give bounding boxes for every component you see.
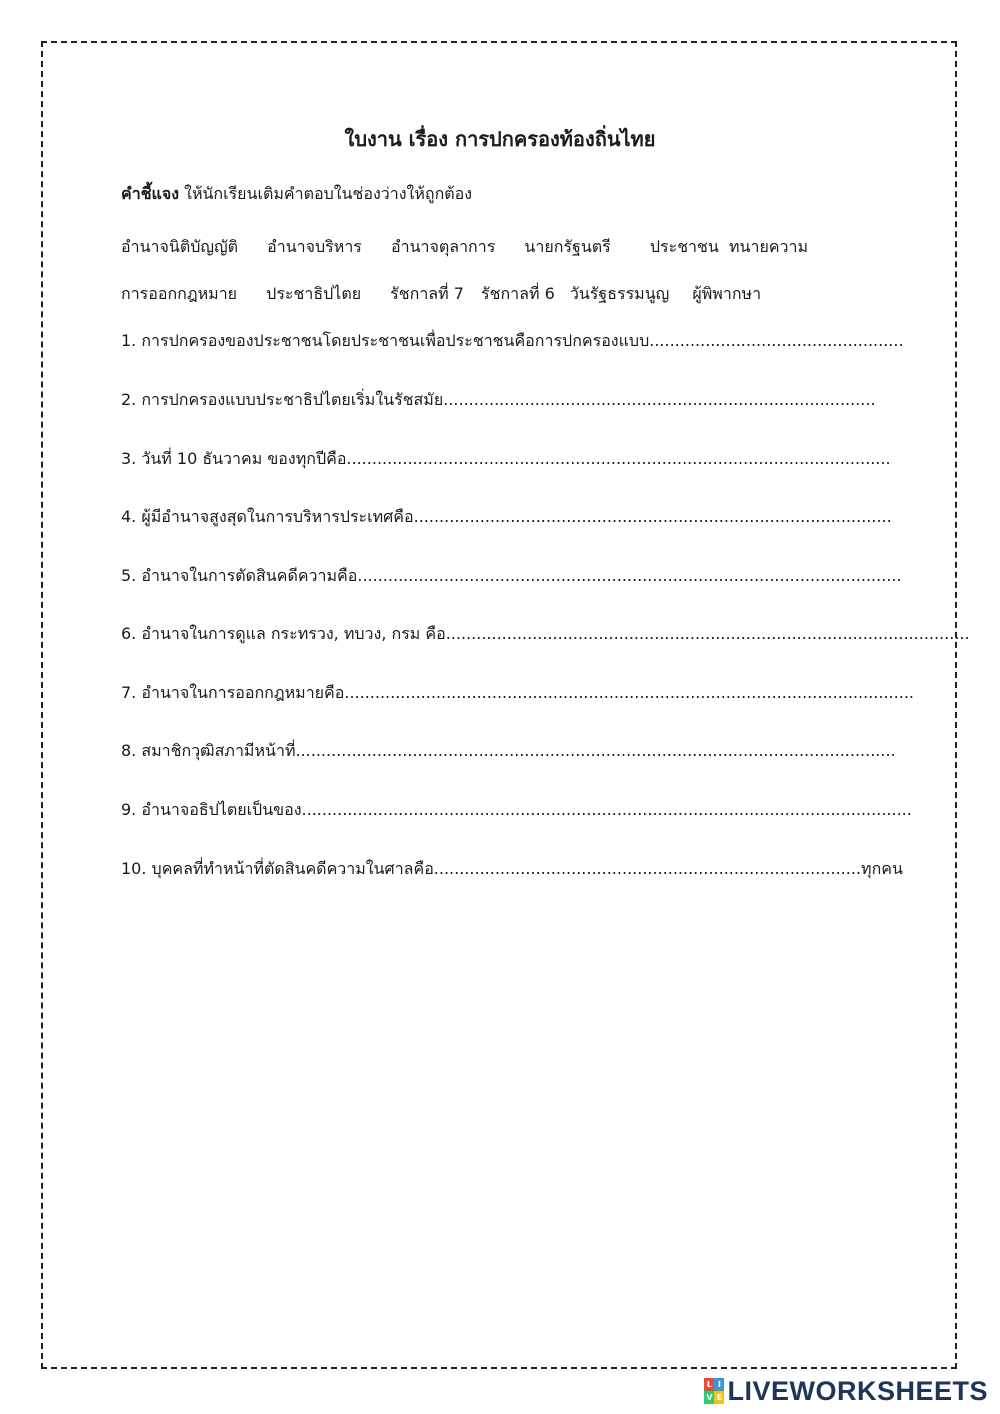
question-2: [121, 386, 891, 414]
question-text: 7. อำนาจในการออกกฎหมายคือ: [121, 683, 345, 702]
word-bank-item: วันรัฐธรรมนูญ: [569, 284, 670, 303]
question-9: [121, 796, 912, 824]
instruction: [121, 180, 472, 208]
question-suffix: ทุกคน: [861, 859, 903, 878]
word-bank-item: รัชกาลที่ 6: [481, 284, 555, 303]
answer-blank[interactable]: .....................................................................................: [443, 390, 876, 409]
brand-name: LIVEWORKSHEETS: [727, 1375, 988, 1406]
question-text: 8. สมาชิกวุฒิสภามีหน้าที่: [121, 741, 296, 760]
logo-letter: E: [714, 1391, 724, 1404]
answer-blank[interactable]: ...........................................................................................................: [346, 449, 891, 468]
answer-blank[interactable]: ......................................................................................................................: [295, 741, 896, 760]
answer-blank[interactable]: .......................................................................................................: [445, 624, 970, 643]
answer-blank[interactable]: ..............................................................................................: [413, 507, 892, 526]
instruction-text: ให้นักเรียนเติมคำตอบในช่องว่างให้ถูกต้อง: [179, 184, 473, 203]
question-text: 1. การปกครองของประชาชนโดยประชาชนเพื่อประชาชนคือการปกครองแบบ: [121, 331, 650, 350]
question-8: [121, 737, 896, 765]
logo-letter: I: [714, 1378, 724, 1391]
word-bank-item: อำนาจตุลาการ: [390, 237, 496, 256]
word-bank-item: ประชาธิปไตย: [266, 284, 362, 303]
question-5: [121, 562, 902, 590]
word-bank-item: อำนาจบริหาร: [267, 237, 362, 256]
question-text: 4. ผู้มีอำนาจสูงสุดในการบริหารประเทศคือ: [121, 507, 414, 526]
question-10: [121, 855, 903, 883]
answer-blank[interactable]: ..................................................: [649, 331, 904, 350]
question-6: [121, 620, 970, 648]
logo-letter: V: [706, 1393, 713, 1402]
question-text: 6. อำนาจในการดูแล กระทรวง, ทบวง, กรม คือ: [121, 624, 446, 643]
question-text: 2. การปกครองแบบประชาธิปไตยเริ่มในรัชสมัย: [121, 390, 444, 409]
word-bank-row-1: [121, 233, 832, 261]
word-bank-item: ผู้พิพากษา: [692, 284, 762, 303]
question-text: 3. วันที่ 10 ธันวาคม ของทุกปีคือ: [121, 449, 347, 468]
word-bank-row-2: [121, 280, 785, 308]
answer-blank[interactable]: ...........................................................................................................: [357, 566, 902, 585]
instruction-label: คำชี้แจง: [121, 184, 180, 203]
word-bank-item: ประชาชน ทนายความ: [649, 237, 809, 256]
logo-letter: L: [704, 1378, 714, 1391]
answer-blank[interactable]: ................................................................................................................: [344, 683, 914, 702]
worksheet-title: ใบงาน เรื่อง การปกครองท้องถิ่นไทย: [344, 127, 656, 151]
question-7: [121, 679, 914, 707]
liveworksheets-logo-icon: [704, 1378, 724, 1404]
answer-blank[interactable]: ....................................................................................: [433, 859, 862, 878]
word-bank-item: การออกกฎหมาย: [121, 284, 238, 303]
question-text: 5. อำนาจในการตัดสินคดีความคือ: [121, 566, 358, 585]
question-1: [121, 327, 904, 355]
answer-blank[interactable]: ........................................................................................................................: [301, 800, 912, 819]
liveworksheets-brand[interactable]: [704, 1374, 988, 1408]
word-bank-item: รัชกาลที่ 7: [390, 284, 464, 303]
question-4: [121, 503, 891, 531]
question-text: 10. บุคคลที่ทำหน้าที่ตัดสินคดีความในศาลคือ: [121, 859, 434, 878]
question-text: 9. อำนาจอธิปไตยเป็นของ: [121, 800, 302, 819]
question-3: [121, 445, 891, 473]
word-bank-item: นายกรัฐนตรี: [524, 237, 611, 256]
word-bank-item: อำนาจนิติบัญญัติ: [121, 237, 239, 256]
